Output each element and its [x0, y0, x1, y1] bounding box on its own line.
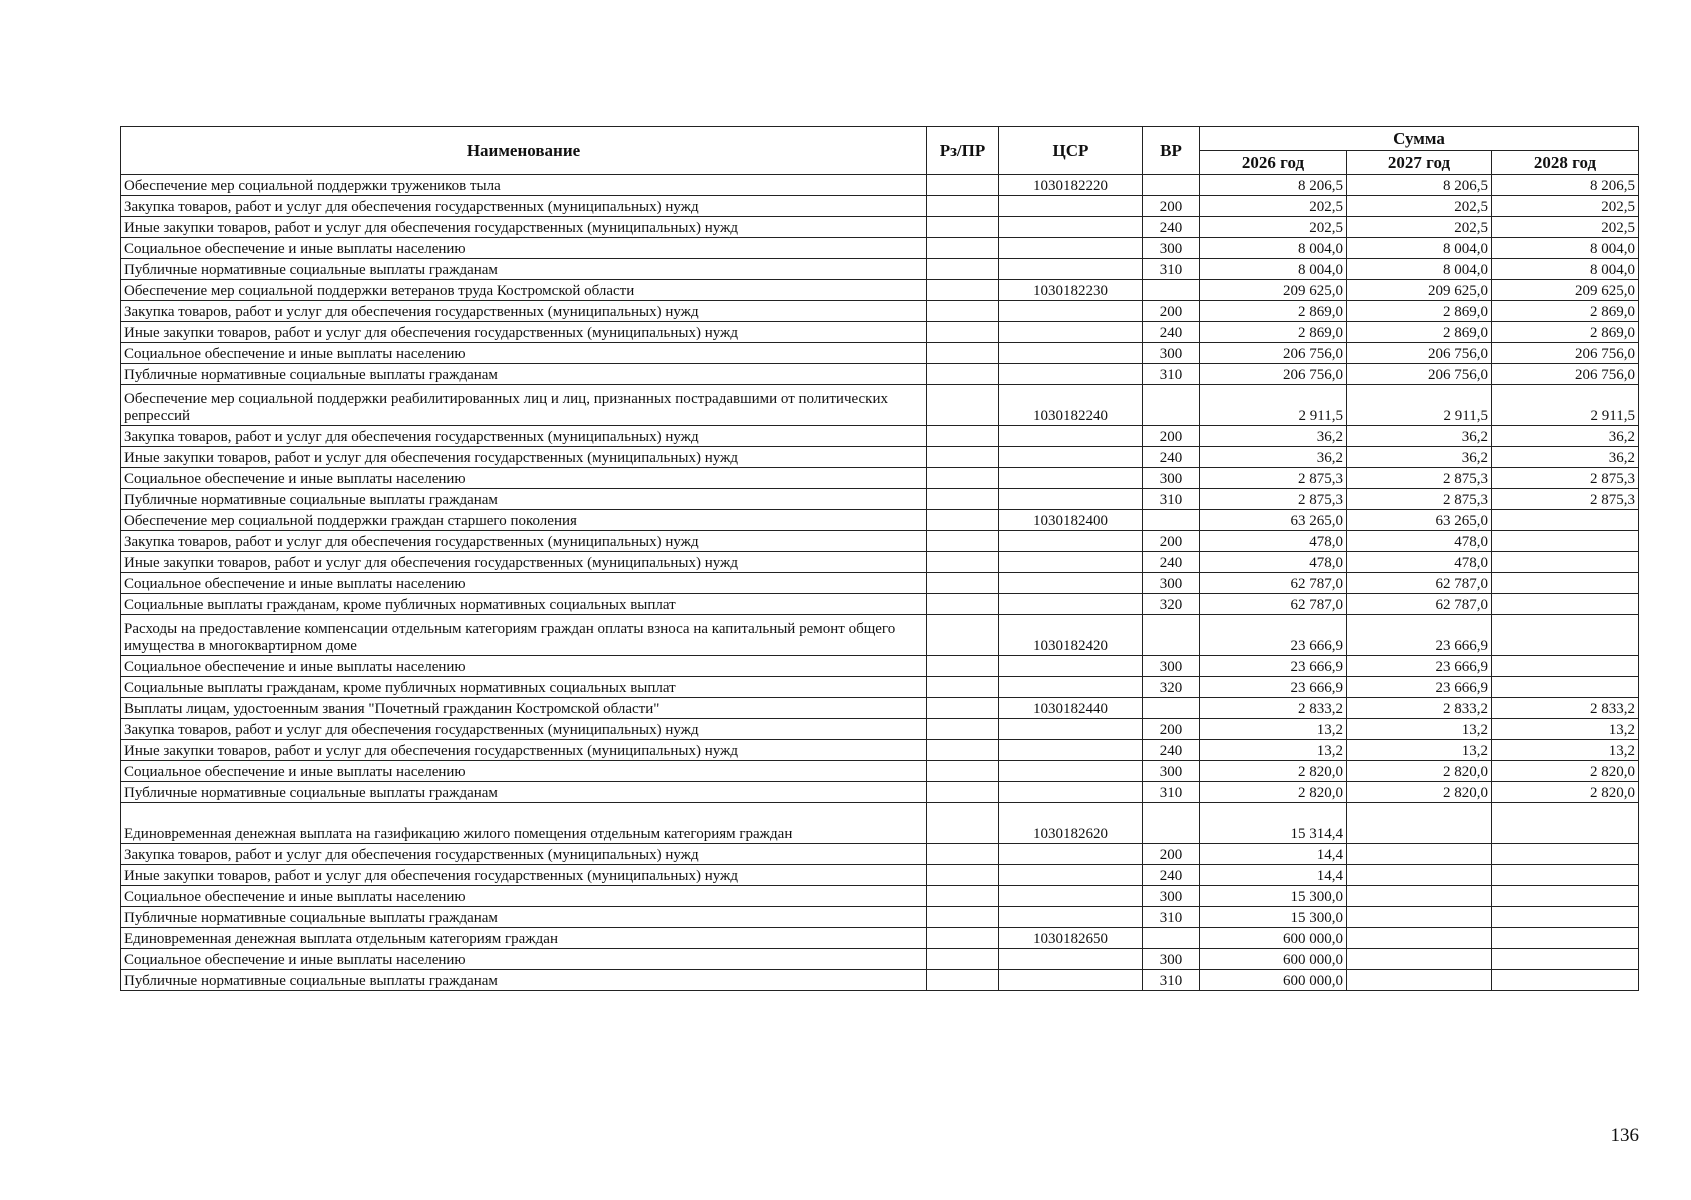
- row-amount-2027-cell: 23 666,9: [1347, 677, 1492, 698]
- row-amount-2026-cell: 478,0: [1200, 531, 1347, 552]
- row-amount-2028-cell: 202,5: [1492, 196, 1639, 217]
- page-number: 136: [1610, 1125, 1639, 1146]
- row-amount-2028-cell: 209 625,0: [1492, 280, 1639, 301]
- row-amount-2026-cell: 202,5: [1200, 196, 1347, 217]
- row-amount-2026-cell: 2 875,3: [1200, 468, 1347, 489]
- row-amount-2028-cell: [1492, 594, 1639, 615]
- row-vr-cell: 320: [1143, 594, 1200, 615]
- row-name-cell: Закупка товаров, работ и услуг для обеспечения государственных (муниципальных) нужд: [121, 719, 927, 740]
- row-amount-2028-cell: [1492, 552, 1639, 573]
- row-amount-2027-cell: 62 787,0: [1347, 594, 1492, 615]
- row-name-cell: Публичные нормативные социальные выплаты гражданам: [121, 782, 927, 803]
- row-amount-2026-cell: 15 300,0: [1200, 886, 1347, 907]
- table-row: [121, 531, 1639, 552]
- row-amount-2026-cell: 14,4: [1200, 865, 1347, 886]
- row-amount-2026-cell: 209 625,0: [1200, 280, 1347, 301]
- table-row: [121, 594, 1639, 615]
- row-name-cell: Закупка товаров, работ и услуг для обеспечения государственных (муниципальных) нужд: [121, 196, 927, 217]
- row-csr-cell: [999, 677, 1143, 698]
- row-rzpr-cell: [927, 447, 999, 468]
- row-vr-cell: 200: [1143, 531, 1200, 552]
- table-row: [121, 426, 1639, 447]
- row-amount-2027-cell: 23 666,9: [1347, 615, 1492, 656]
- row-amount-2028-cell: 206 756,0: [1492, 343, 1639, 364]
- row-amount-2026-cell: 15 314,4: [1200, 803, 1347, 844]
- row-amount-2028-cell: [1492, 949, 1639, 970]
- table-row: [121, 447, 1639, 468]
- row-amount-2027-cell: 2 820,0: [1347, 782, 1492, 803]
- table-body: [121, 175, 1639, 991]
- row-csr-cell: [999, 426, 1143, 447]
- row-amount-2027-cell: [1347, 907, 1492, 928]
- row-vr-cell: 200: [1143, 426, 1200, 447]
- row-csr-cell: [999, 573, 1143, 594]
- row-vr-cell: 310: [1143, 489, 1200, 510]
- table-row: [121, 656, 1639, 677]
- row-amount-2027-cell: 478,0: [1347, 531, 1492, 552]
- table-row: [121, 364, 1639, 385]
- row-amount-2027-cell: [1347, 844, 1492, 865]
- row-amount-2026-cell: 8 004,0: [1200, 259, 1347, 280]
- table-row: [121, 280, 1639, 301]
- row-name-cell: Иные закупки товаров, работ и услуг для обеспечения государственных (муниципальных) нужд: [121, 865, 927, 886]
- row-amount-2027-cell: [1347, 803, 1492, 844]
- row-rzpr-cell: [927, 970, 999, 991]
- row-amount-2028-cell: 2 820,0: [1492, 782, 1639, 803]
- table-row: [121, 740, 1639, 761]
- table-row: [121, 217, 1639, 238]
- header-year-2026: 2026 год: [1200, 151, 1347, 175]
- row-name-cell: Социальное обеспечение и иные выплаты населению: [121, 468, 927, 489]
- row-vr-cell: 240: [1143, 447, 1200, 468]
- row-rzpr-cell: [927, 928, 999, 949]
- table-row: [121, 238, 1639, 259]
- row-rzpr-cell: [927, 886, 999, 907]
- row-amount-2026-cell: 13,2: [1200, 740, 1347, 761]
- row-amount-2027-cell: 8 004,0: [1347, 238, 1492, 259]
- row-rzpr-cell: [927, 656, 999, 677]
- row-vr-cell: 200: [1143, 196, 1200, 217]
- row-amount-2026-cell: 13,2: [1200, 719, 1347, 740]
- row-vr-cell: 310: [1143, 782, 1200, 803]
- row-csr-cell: 1030182240: [999, 385, 1143, 426]
- table-row: [121, 175, 1639, 196]
- row-name-cell: Социальное обеспечение и иные выплаты населению: [121, 238, 927, 259]
- table-row: [121, 949, 1639, 970]
- row-amount-2028-cell: 2 820,0: [1492, 761, 1639, 782]
- row-csr-cell: [999, 217, 1143, 238]
- row-amount-2028-cell: 206 756,0: [1492, 364, 1639, 385]
- row-amount-2026-cell: 36,2: [1200, 447, 1347, 468]
- row-rzpr-cell: [927, 259, 999, 280]
- row-amount-2027-cell: 62 787,0: [1347, 573, 1492, 594]
- row-name-cell: Закупка товаров, работ и услуг для обеспечения государственных (муниципальных) нужд: [121, 844, 927, 865]
- row-csr-cell: [999, 594, 1143, 615]
- row-vr-cell: [1143, 385, 1200, 426]
- row-amount-2026-cell: 2 911,5: [1200, 385, 1347, 426]
- row-amount-2027-cell: 202,5: [1347, 217, 1492, 238]
- row-amount-2028-cell: 2 833,2: [1492, 698, 1639, 719]
- row-amount-2026-cell: 62 787,0: [1200, 594, 1347, 615]
- row-amount-2027-cell: 2 833,2: [1347, 698, 1492, 719]
- row-name-cell: Социальное обеспечение и иные выплаты населению: [121, 343, 927, 364]
- table-row: [121, 615, 1639, 656]
- row-rzpr-cell: [927, 719, 999, 740]
- row-amount-2028-cell: [1492, 656, 1639, 677]
- row-vr-cell: 200: [1143, 844, 1200, 865]
- row-name-cell: Публичные нормативные социальные выплаты гражданам: [121, 489, 927, 510]
- row-amount-2028-cell: [1492, 886, 1639, 907]
- row-rzpr-cell: [927, 280, 999, 301]
- row-csr-cell: [999, 259, 1143, 280]
- row-amount-2026-cell: 8 004,0: [1200, 238, 1347, 259]
- row-amount-2028-cell: 36,2: [1492, 426, 1639, 447]
- row-rzpr-cell: [927, 238, 999, 259]
- row-csr-cell: 1030182220: [999, 175, 1143, 196]
- row-rzpr-cell: [927, 803, 999, 844]
- row-amount-2026-cell: 2 869,0: [1200, 322, 1347, 343]
- row-rzpr-cell: [927, 594, 999, 615]
- row-amount-2026-cell: 63 265,0: [1200, 510, 1347, 531]
- row-name-cell: Иные закупки товаров, работ и услуг для обеспечения государственных (муниципальных) нужд: [121, 447, 927, 468]
- row-amount-2028-cell: 2 869,0: [1492, 301, 1639, 322]
- row-name-cell: Расходы на предоставление компенсации отдельным категориям граждан оплаты взноса на капитальный ремонт общего имущества в многоквартирном доме: [121, 615, 927, 656]
- row-amount-2027-cell: 2 820,0: [1347, 761, 1492, 782]
- row-rzpr-cell: [927, 907, 999, 928]
- row-amount-2026-cell: 2 833,2: [1200, 698, 1347, 719]
- row-amount-2026-cell: 23 666,9: [1200, 677, 1347, 698]
- row-amount-2026-cell: 600 000,0: [1200, 970, 1347, 991]
- row-csr-cell: [999, 196, 1143, 217]
- row-amount-2028-cell: 2 869,0: [1492, 322, 1639, 343]
- row-amount-2027-cell: [1347, 865, 1492, 886]
- row-rzpr-cell: [927, 322, 999, 343]
- row-vr-cell: [1143, 280, 1200, 301]
- table-row: [121, 928, 1639, 949]
- row-name-cell: Выплаты лицам, удостоенным звания "Почетный гражданин Костромской области": [121, 698, 927, 719]
- row-rzpr-cell: [927, 615, 999, 656]
- row-amount-2028-cell: [1492, 510, 1639, 531]
- row-vr-cell: 300: [1143, 573, 1200, 594]
- row-amount-2026-cell: 202,5: [1200, 217, 1347, 238]
- row-amount-2027-cell: 2 875,3: [1347, 489, 1492, 510]
- row-vr-cell: 240: [1143, 217, 1200, 238]
- row-amount-2026-cell: 600 000,0: [1200, 949, 1347, 970]
- table-row: [121, 573, 1639, 594]
- row-name-cell: Закупка товаров, работ и услуг для обеспечения государственных (муниципальных) нужд: [121, 301, 927, 322]
- row-vr-cell: [1143, 615, 1200, 656]
- table-row: [121, 468, 1639, 489]
- row-csr-cell: 1030182230: [999, 280, 1143, 301]
- table-row: [121, 970, 1639, 991]
- row-amount-2027-cell: 13,2: [1347, 719, 1492, 740]
- row-amount-2028-cell: [1492, 803, 1639, 844]
- row-vr-cell: 240: [1143, 552, 1200, 573]
- row-csr-cell: [999, 552, 1143, 573]
- table-row: [121, 259, 1639, 280]
- row-vr-cell: 240: [1143, 322, 1200, 343]
- row-csr-cell: [999, 447, 1143, 468]
- row-vr-cell: 200: [1143, 719, 1200, 740]
- row-csr-cell: [999, 782, 1143, 803]
- row-csr-cell: [999, 343, 1143, 364]
- row-amount-2026-cell: 15 300,0: [1200, 907, 1347, 928]
- table-row: [121, 865, 1639, 886]
- row-amount-2027-cell: 36,2: [1347, 447, 1492, 468]
- table-row: [121, 698, 1639, 719]
- row-vr-cell: 300: [1143, 656, 1200, 677]
- row-rzpr-cell: [927, 426, 999, 447]
- header-rzpr: Рз/ПР: [927, 127, 999, 175]
- row-rzpr-cell: [927, 217, 999, 238]
- row-name-cell: Иные закупки товаров, работ и услуг для обеспечения государственных (муниципальных) нужд: [121, 322, 927, 343]
- row-rzpr-cell: [927, 364, 999, 385]
- row-amount-2028-cell: [1492, 844, 1639, 865]
- row-amount-2028-cell: 2 875,3: [1492, 489, 1639, 510]
- row-rzpr-cell: [927, 740, 999, 761]
- row-amount-2027-cell: 13,2: [1347, 740, 1492, 761]
- row-amount-2028-cell: 36,2: [1492, 447, 1639, 468]
- budget-table: [120, 126, 1639, 991]
- row-vr-cell: 310: [1143, 364, 1200, 385]
- table-row: [121, 322, 1639, 343]
- row-name-cell: Социальные выплаты гражданам, кроме публичных нормативных социальных выплат: [121, 677, 927, 698]
- row-amount-2028-cell: [1492, 573, 1639, 594]
- row-amount-2028-cell: [1492, 907, 1639, 928]
- row-vr-cell: 320: [1143, 677, 1200, 698]
- row-amount-2026-cell: 206 756,0: [1200, 343, 1347, 364]
- row-csr-cell: 1030182400: [999, 510, 1143, 531]
- row-amount-2026-cell: 62 787,0: [1200, 573, 1347, 594]
- row-rzpr-cell: [927, 698, 999, 719]
- row-amount-2028-cell: 2 875,3: [1492, 468, 1639, 489]
- row-amount-2028-cell: 2 911,5: [1492, 385, 1639, 426]
- row-vr-cell: [1143, 175, 1200, 196]
- header-csr: ЦСР: [999, 127, 1143, 175]
- row-amount-2028-cell: 8 004,0: [1492, 259, 1639, 280]
- row-amount-2027-cell: 8 004,0: [1347, 259, 1492, 280]
- row-vr-cell: 310: [1143, 907, 1200, 928]
- row-amount-2027-cell: [1347, 886, 1492, 907]
- row-name-cell: Публичные нормативные социальные выплаты гражданам: [121, 907, 927, 928]
- row-amount-2028-cell: 13,2: [1492, 719, 1639, 740]
- table-row: [121, 489, 1639, 510]
- row-vr-cell: 310: [1143, 259, 1200, 280]
- row-vr-cell: [1143, 803, 1200, 844]
- table-row: [121, 196, 1639, 217]
- table-row: [121, 844, 1639, 865]
- row-amount-2027-cell: [1347, 970, 1492, 991]
- row-vr-cell: 300: [1143, 761, 1200, 782]
- row-csr-cell: 1030182650: [999, 928, 1143, 949]
- row-amount-2028-cell: [1492, 677, 1639, 698]
- row-csr-cell: [999, 907, 1143, 928]
- row-amount-2027-cell: 206 756,0: [1347, 343, 1492, 364]
- table-row: [121, 886, 1639, 907]
- row-rzpr-cell: [927, 343, 999, 364]
- table-row: [121, 510, 1639, 531]
- row-amount-2028-cell: [1492, 615, 1639, 656]
- row-name-cell: Обеспечение мер социальной поддержки реабилитированных лиц и лиц, признанных пострадавшими от политических репрессий: [121, 385, 927, 426]
- row-vr-cell: 300: [1143, 949, 1200, 970]
- row-name-cell: Публичные нормативные социальные выплаты гражданам: [121, 259, 927, 280]
- row-rzpr-cell: [927, 782, 999, 803]
- row-csr-cell: 1030182620: [999, 803, 1143, 844]
- table-row: [121, 343, 1639, 364]
- row-csr-cell: [999, 531, 1143, 552]
- row-csr-cell: 1030182440: [999, 698, 1143, 719]
- row-name-cell: Социальное обеспечение и иные выплаты населению: [121, 949, 927, 970]
- header-vr: ВР: [1143, 127, 1200, 175]
- row-rzpr-cell: [927, 175, 999, 196]
- row-rzpr-cell: [927, 844, 999, 865]
- row-csr-cell: [999, 761, 1143, 782]
- row-rzpr-cell: [927, 468, 999, 489]
- row-amount-2027-cell: 2 869,0: [1347, 301, 1492, 322]
- row-name-cell: Обеспечение мер социальной поддержки ветеранов труда Костромской области: [121, 280, 927, 301]
- table-row: [121, 677, 1639, 698]
- row-amount-2027-cell: 36,2: [1347, 426, 1492, 447]
- row-name-cell: Публичные нормативные социальные выплаты гражданам: [121, 364, 927, 385]
- row-name-cell: Публичные нормативные социальные выплаты гражданам: [121, 970, 927, 991]
- row-name-cell: Социальное обеспечение и иные выплаты населению: [121, 656, 927, 677]
- table-row: [121, 719, 1639, 740]
- row-amount-2026-cell: 2 869,0: [1200, 301, 1347, 322]
- row-csr-cell: [999, 468, 1143, 489]
- row-rzpr-cell: [927, 865, 999, 886]
- row-amount-2026-cell: 600 000,0: [1200, 928, 1347, 949]
- row-rzpr-cell: [927, 552, 999, 573]
- row-csr-cell: 1030182420: [999, 615, 1143, 656]
- header-year-2027: 2027 год: [1347, 151, 1492, 175]
- row-csr-cell: [999, 301, 1143, 322]
- row-vr-cell: 300: [1143, 886, 1200, 907]
- row-name-cell: Единовременная денежная выплата отдельным категориям граждан: [121, 928, 927, 949]
- row-csr-cell: [999, 970, 1143, 991]
- table-row: [121, 782, 1639, 803]
- row-csr-cell: [999, 364, 1143, 385]
- row-rzpr-cell: [927, 301, 999, 322]
- row-amount-2027-cell: [1347, 928, 1492, 949]
- row-vr-cell: 300: [1143, 343, 1200, 364]
- row-vr-cell: [1143, 928, 1200, 949]
- row-csr-cell: [999, 719, 1143, 740]
- row-name-cell: Социальное обеспечение и иные выплаты населению: [121, 573, 927, 594]
- row-vr-cell: [1143, 698, 1200, 719]
- table-row: [121, 552, 1639, 573]
- row-name-cell: Обеспечение мер социальной поддержки граждан старшего поколения: [121, 510, 927, 531]
- row-amount-2026-cell: 2 820,0: [1200, 761, 1347, 782]
- row-csr-cell: [999, 740, 1143, 761]
- row-amount-2028-cell: 13,2: [1492, 740, 1639, 761]
- row-name-cell: Обеспечение мер социальной поддержки тружеников тыла: [121, 175, 927, 196]
- row-rzpr-cell: [927, 949, 999, 970]
- row-amount-2026-cell: 23 666,9: [1200, 615, 1347, 656]
- row-name-cell: Закупка товаров, работ и услуг для обеспечения государственных (муниципальных) нужд: [121, 531, 927, 552]
- row-amount-2026-cell: 206 756,0: [1200, 364, 1347, 385]
- row-csr-cell: [999, 865, 1143, 886]
- row-csr-cell: [999, 844, 1143, 865]
- row-rzpr-cell: [927, 385, 999, 426]
- row-amount-2026-cell: 2 875,3: [1200, 489, 1347, 510]
- row-name-cell: Социальное обеспечение и иные выплаты населению: [121, 886, 927, 907]
- row-amount-2028-cell: [1492, 531, 1639, 552]
- row-amount-2027-cell: 206 756,0: [1347, 364, 1492, 385]
- row-csr-cell: [999, 949, 1143, 970]
- row-amount-2026-cell: 8 206,5: [1200, 175, 1347, 196]
- row-csr-cell: [999, 238, 1143, 259]
- row-amount-2027-cell: 202,5: [1347, 196, 1492, 217]
- header-sum: Сумма: [1200, 127, 1639, 151]
- row-vr-cell: 310: [1143, 970, 1200, 991]
- table-row: [121, 761, 1639, 782]
- row-amount-2028-cell: [1492, 970, 1639, 991]
- row-vr-cell: 300: [1143, 238, 1200, 259]
- row-rzpr-cell: [927, 761, 999, 782]
- row-name-cell: Иные закупки товаров, работ и услуг для обеспечения государственных (муниципальных) нужд: [121, 217, 927, 238]
- row-vr-cell: [1143, 510, 1200, 531]
- row-rzpr-cell: [927, 489, 999, 510]
- row-rzpr-cell: [927, 510, 999, 531]
- row-name-cell: Иные закупки товаров, работ и услуг для обеспечения государственных (муниципальных) нужд: [121, 740, 927, 761]
- row-rzpr-cell: [927, 196, 999, 217]
- row-amount-2028-cell: [1492, 928, 1639, 949]
- row-vr-cell: 300: [1143, 468, 1200, 489]
- row-name-cell: Социальное обеспечение и иные выплаты населению: [121, 761, 927, 782]
- table-row: [121, 301, 1639, 322]
- row-vr-cell: 240: [1143, 740, 1200, 761]
- row-amount-2027-cell: 23 666,9: [1347, 656, 1492, 677]
- row-vr-cell: 240: [1143, 865, 1200, 886]
- row-csr-cell: [999, 322, 1143, 343]
- row-csr-cell: [999, 886, 1143, 907]
- row-vr-cell: 200: [1143, 301, 1200, 322]
- row-csr-cell: [999, 656, 1143, 677]
- row-name-cell: Закупка товаров, работ и услуг для обеспечения государственных (муниципальных) нужд: [121, 426, 927, 447]
- row-rzpr-cell: [927, 573, 999, 594]
- row-name-cell: Единовременная денежная выплата на газификацию жилого помещения отдельным категориям граждан: [121, 803, 927, 844]
- table-row: [121, 385, 1639, 426]
- header-name: Наименование: [121, 127, 927, 175]
- table-row: [121, 907, 1639, 928]
- row-amount-2028-cell: 8 206,5: [1492, 175, 1639, 196]
- row-amount-2027-cell: 209 625,0: [1347, 280, 1492, 301]
- row-amount-2027-cell: 2 875,3: [1347, 468, 1492, 489]
- row-amount-2026-cell: 2 820,0: [1200, 782, 1347, 803]
- row-amount-2028-cell: 8 004,0: [1492, 238, 1639, 259]
- table-row: [121, 803, 1639, 844]
- row-amount-2026-cell: 36,2: [1200, 426, 1347, 447]
- row-amount-2026-cell: 478,0: [1200, 552, 1347, 573]
- row-amount-2027-cell: [1347, 949, 1492, 970]
- row-csr-cell: [999, 489, 1143, 510]
- row-name-cell: Иные закупки товаров, работ и услуг для обеспечения государственных (муниципальных) нужд: [121, 552, 927, 573]
- row-amount-2028-cell: [1492, 865, 1639, 886]
- row-name-cell: Социальные выплаты гражданам, кроме публичных нормативных социальных выплат: [121, 594, 927, 615]
- row-amount-2026-cell: 14,4: [1200, 844, 1347, 865]
- row-amount-2027-cell: 63 265,0: [1347, 510, 1492, 531]
- row-rzpr-cell: [927, 677, 999, 698]
- row-amount-2027-cell: 478,0: [1347, 552, 1492, 573]
- row-amount-2027-cell: 8 206,5: [1347, 175, 1492, 196]
- row-amount-2028-cell: 202,5: [1492, 217, 1639, 238]
- row-amount-2027-cell: 2 869,0: [1347, 322, 1492, 343]
- row-amount-2027-cell: 2 911,5: [1347, 385, 1492, 426]
- row-rzpr-cell: [927, 531, 999, 552]
- header-year-2028: 2028 год: [1492, 151, 1639, 175]
- row-amount-2026-cell: 23 666,9: [1200, 656, 1347, 677]
